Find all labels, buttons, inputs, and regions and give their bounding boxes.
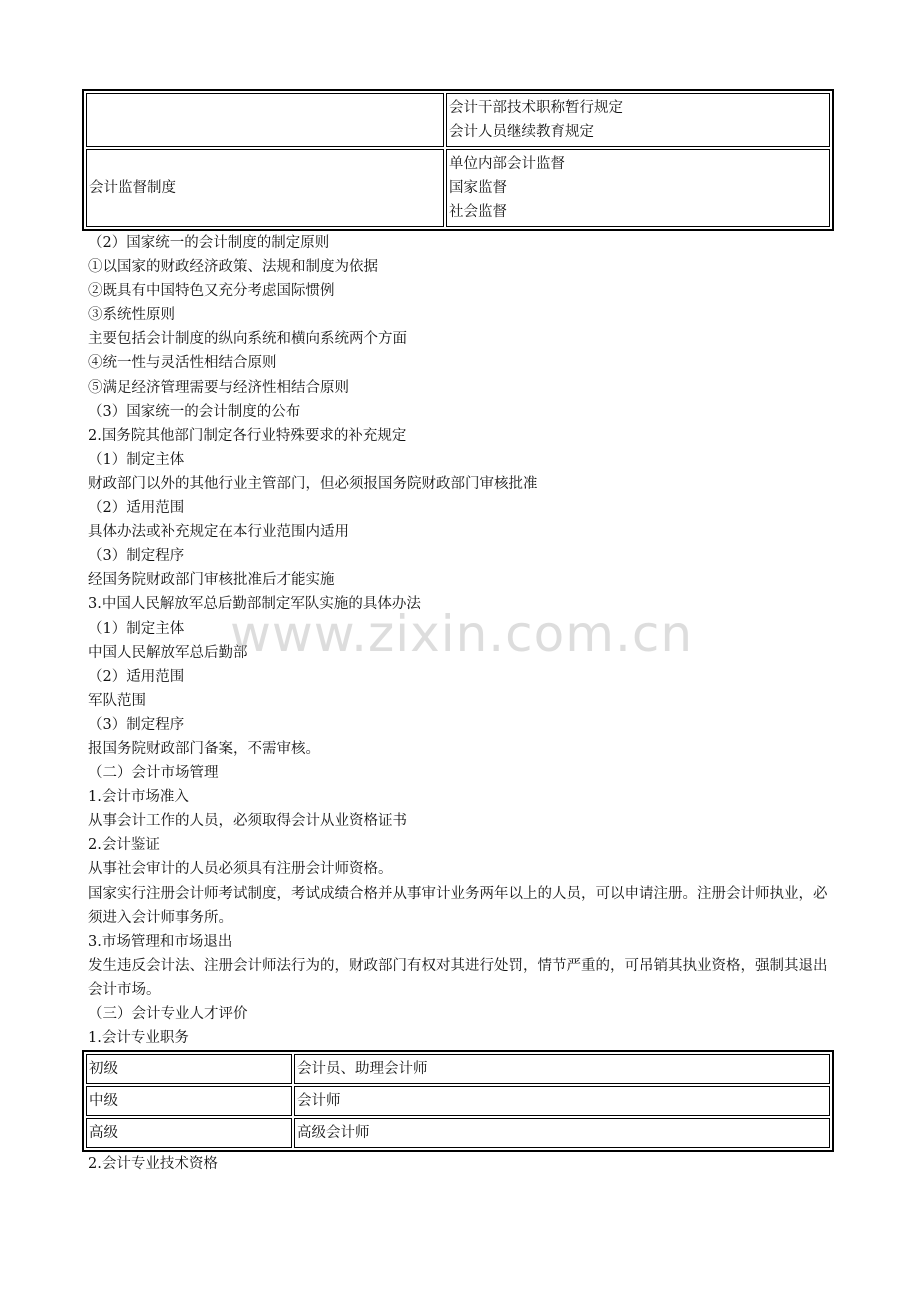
table-row bbox=[86, 93, 830, 147]
text-line: 军队范围 bbox=[88, 692, 146, 709]
text-line: 财政部门以外的其他行业主管部门，但必须报国务院财政部门审核批准 bbox=[88, 475, 538, 492]
professional-title-table bbox=[82, 1050, 834, 1152]
table-row bbox=[86, 1054, 830, 1084]
text-block-a bbox=[88, 231, 840, 882]
text-line: ③系统性原则 bbox=[88, 307, 175, 324]
text-line: （3）制定程序 bbox=[88, 716, 185, 733]
title-level-cell: 初级 bbox=[86, 1054, 292, 1084]
text-line: 从事社会审计的人员必须具有注册会计师资格。 bbox=[88, 861, 393, 878]
text-line: 3.市场管理和市场退出 bbox=[88, 933, 233, 950]
title-level-cell: 高级 bbox=[86, 1118, 292, 1148]
table-cell-left bbox=[86, 93, 444, 147]
table-cell-right bbox=[446, 149, 830, 227]
text-line: 经国务院财政部门审核批准后才能实施 bbox=[88, 572, 335, 589]
table-cell-right bbox=[446, 93, 830, 147]
cell-line: 单位内部会计监督 bbox=[449, 156, 565, 172]
text-line: （3）国家统一的会计制度的公布 bbox=[88, 403, 301, 420]
regulation-table bbox=[82, 89, 834, 231]
cell-line: 国家监督 bbox=[449, 180, 507, 196]
text-line: ②既具有中国特色又充分考虑国际惯例 bbox=[88, 283, 335, 300]
text-line: 2.国务院其他部门制定各行业特殊要求的补充规定 bbox=[88, 427, 407, 444]
text-line: （2）适用范围 bbox=[88, 668, 185, 685]
text-line: （三）会计专业人才评价 bbox=[88, 1006, 248, 1022]
text-line: （二）会计市场管理 bbox=[88, 765, 219, 782]
text-line: 主要包括会计制度的纵向系统和横向系统两个方面 bbox=[88, 331, 407, 348]
text-line: （1）制定主体 bbox=[88, 451, 185, 468]
title-name-cell: 会计师 bbox=[294, 1086, 830, 1116]
text-line: ④统一性与灵活性相结合原则 bbox=[88, 355, 277, 372]
text-line: （2）国家统一的会计制度的制定原则 bbox=[88, 235, 330, 251]
table-row bbox=[86, 149, 830, 227]
watermark: www.zixin.com.cn bbox=[230, 605, 694, 663]
paragraph: 发生违反会计法、注册会计师法行为的，财政部门有权对其进行处罚，情节严重的，可吊销其执业资格，强制其退出会计市场。 bbox=[88, 957, 828, 998]
text-line: 报国务院财政部门备案，不需审核。 bbox=[88, 740, 320, 757]
cell-line: 会计干部技术职称暂行规定 bbox=[449, 100, 623, 116]
text-line: （3）制定程序 bbox=[88, 548, 185, 565]
cell-line: 社会监督 bbox=[449, 204, 507, 220]
text-line: （2）适用范围 bbox=[88, 500, 185, 517]
text-line: 具体办法或补充规定在本行业范围内适用 bbox=[88, 524, 349, 541]
table-row bbox=[86, 1086, 830, 1116]
text-line: ①以国家的财政经济政策、法规和制度为依据 bbox=[88, 259, 378, 276]
text-line: （1）制定主体 bbox=[88, 620, 185, 637]
text-line: 1.会计专业职务 bbox=[88, 1030, 189, 1047]
text-line: 1.会计市场准入 bbox=[88, 789, 189, 806]
title-level-cell: 中级 bbox=[86, 1086, 292, 1116]
title-name-cell: 会计员、助理会计师 bbox=[294, 1054, 830, 1084]
text-line: 中国人民解放军总后勤部 bbox=[88, 644, 248, 661]
text-line: 3.中国人民解放军总后勤部制定军队实施的具体办法 bbox=[88, 596, 421, 613]
table-row bbox=[86, 1118, 830, 1148]
paragraph: 国家实行注册会计师考试制度，考试成绩合格并从事审计业务两年以上的人员，可以申请注册。注册会计师执业，必须进入会计师事务所。 bbox=[88, 885, 828, 926]
table-cell-left: 会计监督制度 bbox=[86, 149, 444, 227]
text-line: 2.会计鉴证 bbox=[88, 837, 160, 854]
text-line: ⑤满足经济管理需要与经济性相结合原则 bbox=[88, 379, 349, 396]
text-line: 从事会计工作的人员，必须取得会计从业资格证书 bbox=[88, 813, 407, 830]
cell-line: 会计人员继续教育规定 bbox=[449, 124, 594, 140]
title-name-cell: 高级会计师 bbox=[294, 1118, 830, 1148]
text-line: 2.会计专业技术资格 bbox=[88, 1156, 218, 1173]
